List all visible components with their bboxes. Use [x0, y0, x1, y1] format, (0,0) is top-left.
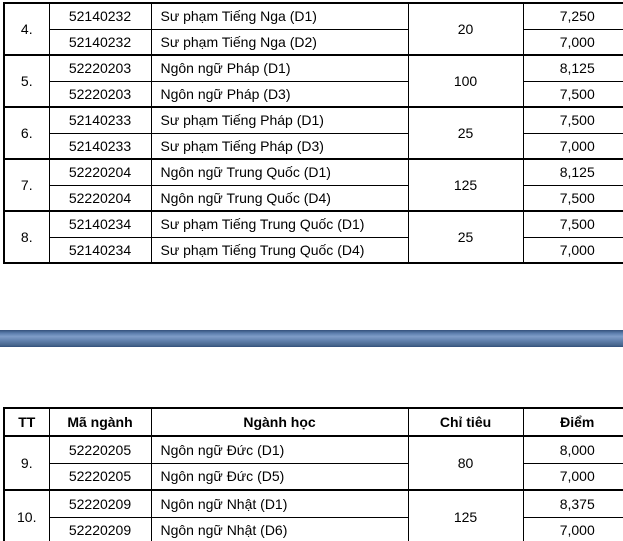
score-cell: 7,500	[523, 107, 623, 133]
header-major: Ngành học	[151, 408, 408, 436]
major-cell: Ngôn ngữ Pháp (D1)	[151, 55, 408, 81]
score-cell: 7,500	[523, 211, 623, 237]
table-row	[4, 185, 623, 211]
score-cell: 7,000	[523, 463, 623, 490]
header-code: Mã ngành	[49, 408, 151, 436]
major-cell: Ngôn ngữ Đức (D1)	[151, 436, 408, 463]
table-row	[4, 490, 623, 517]
score-cell: 7,500	[523, 81, 623, 107]
tt-cell: 10.	[4, 490, 49, 541]
code-cell: 52140233	[49, 133, 151, 159]
major-cell: Ngôn ngữ Nhật (D6)	[151, 517, 408, 541]
page-divider-bar	[0, 330, 623, 347]
table-row	[4, 107, 623, 133]
table-row	[4, 3, 623, 29]
quota-cell: 100	[408, 55, 523, 107]
code-cell: 52220209	[49, 517, 151, 541]
tt-cell: 5.	[4, 55, 49, 107]
tt-cell: 8.	[4, 211, 49, 263]
tt-cell: 7.	[4, 159, 49, 211]
code-cell: 52140234	[49, 237, 151, 263]
code-cell: 52220203	[49, 81, 151, 107]
score-cell: 7,000	[523, 517, 623, 541]
code-cell: 52220209	[49, 490, 151, 517]
table-row	[4, 436, 623, 463]
major-cell: Ngôn ngữ Pháp (D3)	[151, 81, 408, 107]
major-cell: Sư phạm Tiếng Nga (D1)	[151, 3, 408, 29]
table-row	[4, 55, 623, 81]
tt-cell: 4.	[4, 3, 49, 55]
quota-cell: 20	[408, 3, 523, 55]
score-cell: 8,125	[523, 159, 623, 185]
code-cell: 52140232	[49, 3, 151, 29]
quota-cell: 125	[408, 159, 523, 211]
table-row	[4, 133, 623, 159]
major-cell: Sư phạm Tiếng Pháp (D1)	[151, 107, 408, 133]
table-row	[4, 517, 623, 541]
major-cell: Ngôn ngữ Trung Quốc (D1)	[151, 159, 408, 185]
score-cell: 8,000	[523, 436, 623, 463]
code-cell: 52140232	[49, 29, 151, 55]
major-cell: Ngôn ngữ Nhật (D1)	[151, 490, 408, 517]
major-cell: Ngôn ngữ Đức (D5)	[151, 463, 408, 490]
code-cell: 52140234	[49, 211, 151, 237]
table-row	[4, 29, 623, 55]
code-cell: 52220204	[49, 185, 151, 211]
code-cell: 52220205	[49, 436, 151, 463]
score-cell: 8,375	[523, 490, 623, 517]
header-tt: TT	[4, 408, 49, 436]
major-cell: Ngôn ngữ Trung Quốc (D4)	[151, 185, 408, 211]
quota-cell: 25	[408, 211, 523, 263]
major-cell: Sư phạm Tiếng Nga (D2)	[151, 29, 408, 55]
score-cell: 7,000	[523, 29, 623, 55]
code-cell: 52220205	[49, 463, 151, 490]
major-cell: Sư phạm Tiếng Trung Quốc (D4)	[151, 237, 408, 263]
score-cell: 7,250	[523, 3, 623, 29]
admission-table-top	[3, 2, 623, 264]
quota-cell: 125	[408, 490, 523, 541]
tt-cell: 9.	[4, 436, 49, 490]
table-row	[4, 159, 623, 185]
table-header-row	[4, 408, 623, 436]
score-cell: 7,000	[523, 133, 623, 159]
score-cell: 7,000	[523, 237, 623, 263]
code-cell: 52220204	[49, 159, 151, 185]
score-cell: 8,125	[523, 55, 623, 81]
score-cell: 7,500	[523, 185, 623, 211]
quota-cell: 80	[408, 436, 523, 490]
header-score: Điểm	[523, 408, 623, 436]
code-cell: 52140233	[49, 107, 151, 133]
major-cell: Sư phạm Tiếng Trung Quốc (D1)	[151, 211, 408, 237]
table-row	[4, 237, 623, 263]
quota-cell: 25	[408, 107, 523, 159]
table-row	[4, 211, 623, 237]
tt-cell: 6.	[4, 107, 49, 159]
code-cell: 52220203	[49, 55, 151, 81]
header-quota: Chỉ tiêu	[408, 408, 523, 436]
major-cell: Sư phạm Tiếng Pháp (D3)	[151, 133, 408, 159]
admission-table-bottom	[3, 407, 623, 541]
table-row	[4, 463, 623, 490]
table-row	[4, 81, 623, 107]
